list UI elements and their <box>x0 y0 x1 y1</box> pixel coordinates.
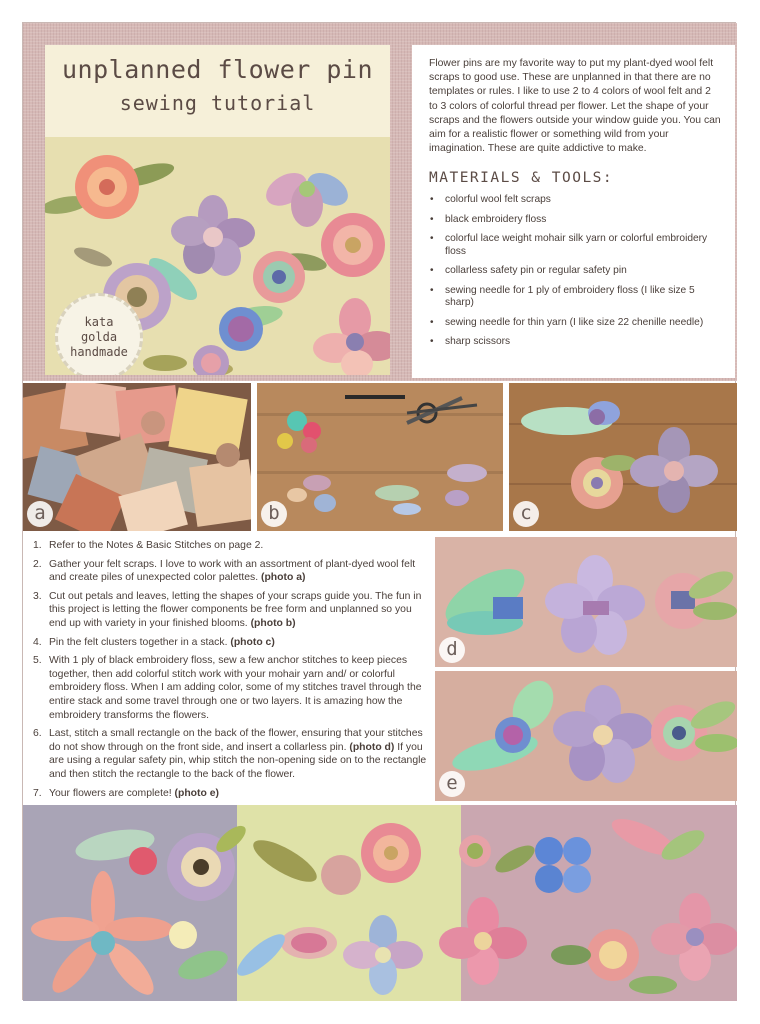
kata-golda-logo-stamp <box>55 293 143 375</box>
photo-d-pin-backs <box>435 537 737 667</box>
step-4: 4. Pin the felt clusters together in a stack. (photo c) <box>33 636 275 648</box>
stacked-clusters-image <box>509 383 737 531</box>
intro-panel <box>412 45 735 378</box>
page-title: unplanned flower pin <box>61 55 374 84</box>
tutorial-page <box>22 22 736 1000</box>
photo-a-felt-scraps <box>23 383 251 531</box>
photo-c-label: c <box>513 501 539 527</box>
photo-ref: (photo e) <box>174 787 219 799</box>
step-6: 6. Last, stitch a small rectangle on the back of the flower, ensuring that your stitches do not show through on the front side, and insert a collarless pin. (photo d) If you are using a regular safety pin, whip stitch the non-opening side on to the rectangle and then stitch the rectangle to the back of the flower. <box>33 728 427 780</box>
felt-scraps-image <box>23 383 251 531</box>
materials-item: • sewing needle for 1 ply of embroidery floss (I like size 5 sharp) <box>429 285 721 310</box>
page-subtitle: sewing tutorial <box>119 91 316 115</box>
materials-list <box>429 194 721 349</box>
photo-ref: (photo c) <box>230 636 275 648</box>
materials-item: • sewing needle for thin yarn (I like size 22 chenille needle) <box>429 317 721 330</box>
hero-photo <box>45 45 390 375</box>
step-2: 2. Gather your felt scraps. I love to work with an assortment of plant-dyed wool felt and create piles of unexpected color palettes. (photo a) <box>33 558 416 584</box>
step-3: 3. Cut out petals and leaves, letting the shapes of your scraps guide you. The fun in this project is letting the flower components be free form and unplanned so you end up with variety in your finished blooms. (photo b) <box>33 590 422 629</box>
materials-item: • black embroidery floss <box>429 214 721 227</box>
photo-d-label: d <box>439 637 465 663</box>
photo-c-stacked-clusters <box>509 383 737 531</box>
header-linen-panel <box>23 23 737 381</box>
materials-item: • colorful lace weight mohair silk yarn or colorful embroidery floss <box>429 233 721 258</box>
flower-collage-image <box>23 805 737 1001</box>
materials-item: • sharp scissors <box>429 336 721 349</box>
intro-paragraph: Flower pins are my favorite way to put my plant-dyed wool felt scraps to good use. These are unplanned in that there are no templates or rules. I like to use 2 to 4 colors of wool felt and 2 to 3 colors of colorful thread per flower. Let the shape of your scraps and the flowers outside your window guide you. You can aim for a realistic flower or something wild from your imagination. These are quite addictive to make. <box>429 58 721 155</box>
instructions-list <box>33 539 431 805</box>
pin-backs-image <box>435 537 737 667</box>
materials-heading: MATERIALS & TOOLS: <box>429 170 614 187</box>
photo-ref: (photo a) <box>261 572 306 584</box>
title-box <box>45 45 390 137</box>
photo-ref: (photo d) <box>349 741 395 753</box>
photo-ref: (photo b) <box>250 617 296 629</box>
materials-item: • collarless safety pin or regular safety pin <box>429 265 721 278</box>
finished-flowers-image <box>435 671 737 801</box>
stamp-line-1: kata <box>84 314 114 329</box>
photo-a-label: a <box>27 501 53 527</box>
photo-b-label: b <box>261 501 287 527</box>
stamp-line-3: handmade <box>70 344 128 359</box>
cut-pieces-image <box>257 383 503 531</box>
photo-b-cut-pieces <box>257 383 503 531</box>
bottom-flower-collage <box>23 805 737 1001</box>
photo-e-finished-flowers <box>435 671 737 801</box>
photo-e-label: e <box>439 771 465 797</box>
step-5: 5. With 1 ply of black embroidery floss, sew a few anchor stitches to keep pieces together, then add colorful stitch work with your mohair yarn and/ or colorful embroidery floss. When I am adding color, some of my stitches travel through the entire stack and some travel through one or two layers. It is amazing how the embroidery transforms the flowers. <box>33 655 422 721</box>
step-7: 7. Your flowers are complete! (photo e) <box>33 787 219 799</box>
stamp-line-2: golda <box>80 329 118 344</box>
materials-item: • colorful wool felt scraps <box>429 194 721 207</box>
step-1: 1. Refer to the Notes & Basic Stitches on page 2. <box>33 540 264 551</box>
